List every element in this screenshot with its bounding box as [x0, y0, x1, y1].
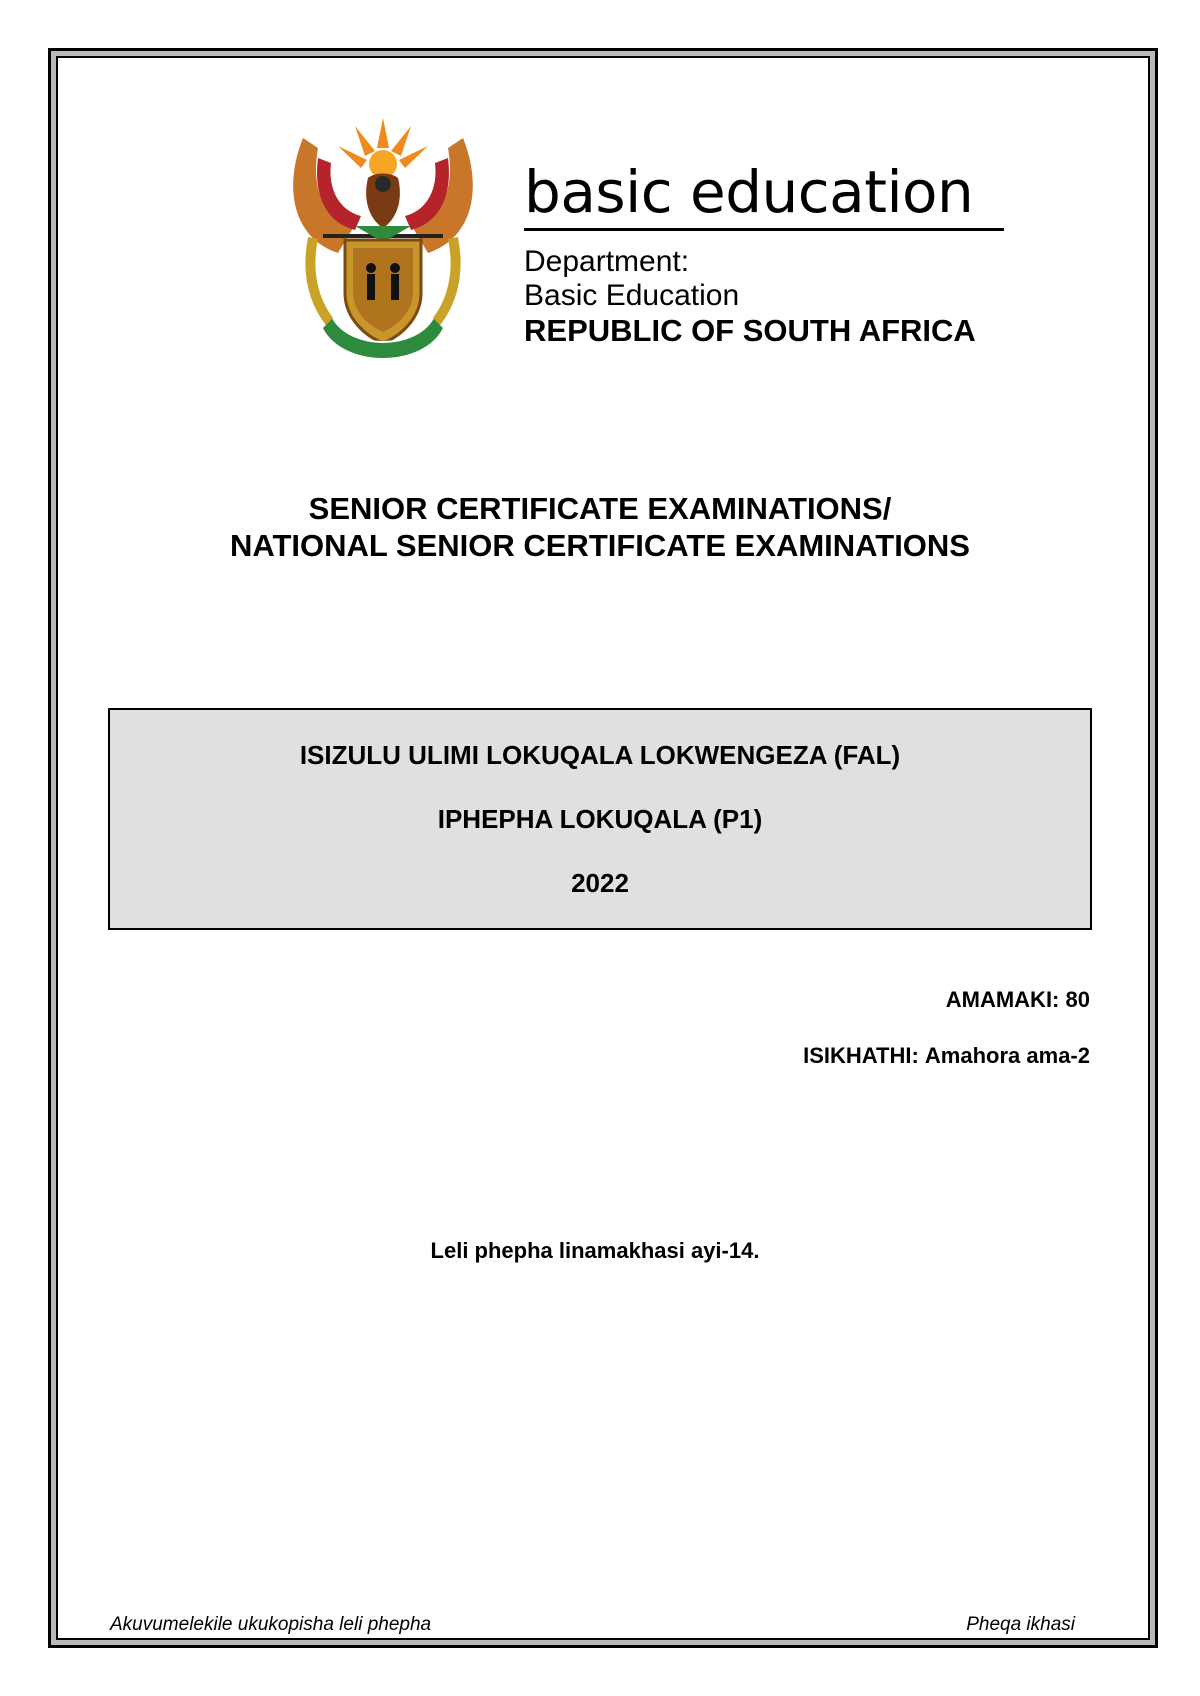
page-count-note: Leli phepha linamakhasi ayi-14.	[430, 1238, 760, 1263]
country-name: REPUBLIC OF SOUTH AFRICA	[524, 313, 976, 348]
department-branding	[524, 160, 1004, 349]
footer-copy-notice: Akuvumelekile ukukopisha leli phepha	[110, 1614, 432, 1635]
subject-box	[108, 708, 1092, 930]
coat-of-arms-logo	[283, 118, 483, 368]
marks-value: 80	[1065, 987, 1090, 1012]
exam-year: 2022	[571, 868, 629, 898]
subject-name: ISIZULU ULIMI LOKUQALA LOKWENGEZA (FAL)	[299, 740, 901, 770]
exam-title	[0, 490, 1200, 564]
marks-line	[946, 987, 1090, 1013]
footer-turn-page: Pheqa ikhasi	[966, 1614, 1075, 1635]
time-value: Amahora ama-2	[924, 1043, 1090, 1068]
exam-title-line-2: NATIONAL SENIOR CERTIFICATE EXAMINATIONS	[230, 528, 970, 563]
department-label: Department:	[524, 245, 690, 278]
department-name: Basic Education	[524, 279, 740, 312]
brand-title: basic education	[524, 158, 974, 226]
time-line	[803, 1043, 1090, 1069]
exam-title-line-1: SENIOR CERTIFICATE EXAMINATIONS/	[308, 491, 892, 526]
marks-label: AMAMAKI:	[945, 987, 1060, 1012]
brand-divider	[524, 228, 1004, 231]
time-label: ISIKHATHI:	[803, 1043, 919, 1068]
paper-number: IPHEPHA LOKUQALA (P1)	[437, 804, 763, 834]
